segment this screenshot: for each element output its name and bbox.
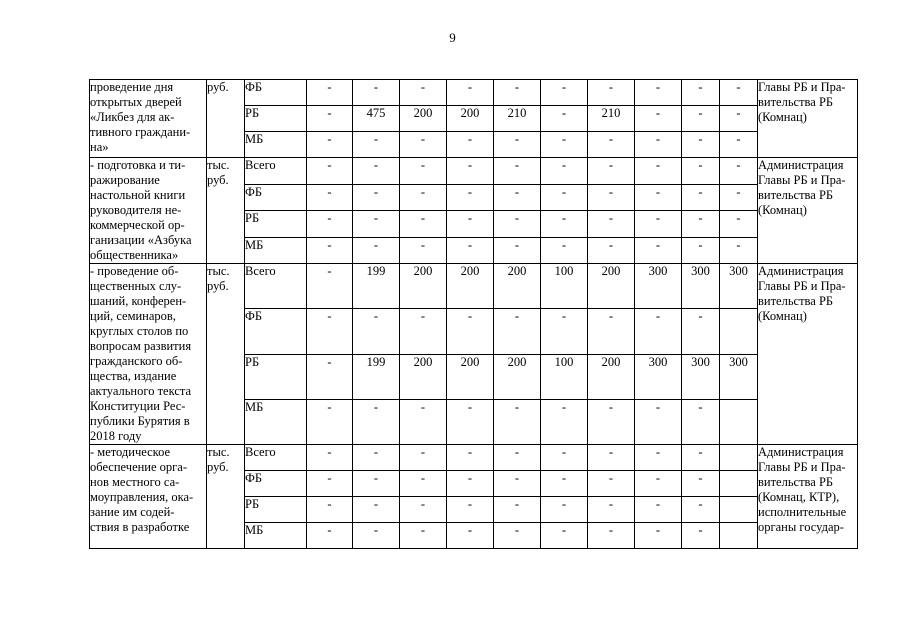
activity-line: ций, семинаров, — [90, 309, 176, 323]
value-cell: - — [494, 445, 541, 471]
value-cell: - — [588, 471, 635, 497]
value-cell: - — [720, 237, 758, 264]
activity-line: публики Бурятия в — [90, 414, 190, 428]
source-cell: МБ — [245, 523, 307, 549]
value-cell: 475 — [353, 106, 400, 132]
value-cell: - — [400, 309, 447, 354]
value-cell: - — [635, 184, 682, 211]
table-row — [90, 445, 858, 471]
value-cell: - — [307, 309, 353, 354]
activity-line: проведение дня — [90, 80, 174, 94]
value-cell: - — [353, 309, 400, 354]
value-cell: - — [541, 80, 588, 106]
page-number: 9 — [449, 30, 456, 45]
activity-cell — [90, 80, 207, 158]
value-cell: - — [307, 399, 353, 444]
value-cell: - — [588, 309, 635, 354]
value-cell — [720, 471, 758, 497]
source-cell: МБ — [245, 399, 307, 444]
value-cell — [720, 399, 758, 444]
responsible-line: Администрация — [758, 158, 844, 172]
activity-cell — [90, 264, 207, 445]
value-cell: - — [720, 158, 758, 185]
value-cell: - — [541, 184, 588, 211]
unit-line: руб. — [207, 80, 229, 94]
activity-line: тивного граждани- — [90, 125, 191, 139]
value-cell: 199 — [353, 354, 400, 399]
source-cell: Всего — [245, 158, 307, 185]
value-cell: - — [400, 399, 447, 444]
value-cell: - — [307, 237, 353, 264]
value-cell: - — [541, 399, 588, 444]
value-cell: - — [494, 309, 541, 354]
value-cell: - — [682, 497, 720, 523]
value-cell: - — [400, 211, 447, 238]
table-row — [90, 80, 858, 106]
value-cell: - — [307, 523, 353, 549]
value-cell — [720, 445, 758, 471]
responsible-cell — [758, 445, 858, 549]
value-cell: - — [353, 211, 400, 238]
value-cell: - — [494, 399, 541, 444]
value-cell: - — [353, 237, 400, 264]
unit-line: руб. — [207, 279, 229, 293]
value-cell: - — [307, 471, 353, 497]
value-cell: - — [635, 399, 682, 444]
responsible-line: Главы РБ и Пра- — [758, 460, 846, 474]
value-cell: - — [682, 80, 720, 106]
value-cell: - — [682, 158, 720, 185]
value-cell: - — [635, 445, 682, 471]
value-cell: - — [682, 445, 720, 471]
unit-line: тыс. — [207, 158, 230, 172]
value-cell: 200 — [447, 264, 494, 309]
activity-line: нов местного са- — [90, 475, 180, 489]
activity-line: - подготовка и ти- — [90, 158, 186, 172]
value-cell: - — [682, 399, 720, 444]
activity-line: моуправления, ока- — [90, 490, 194, 504]
value-cell: - — [588, 211, 635, 238]
value-cell: - — [635, 497, 682, 523]
value-cell: - — [307, 158, 353, 185]
value-cell: - — [720, 211, 758, 238]
activity-line: шаний, конферен- — [90, 294, 187, 308]
responsible-cell — [758, 264, 858, 445]
value-cell — [720, 309, 758, 354]
value-cell: - — [541, 471, 588, 497]
value-cell: 100 — [541, 354, 588, 399]
value-cell: - — [682, 106, 720, 132]
value-cell: - — [307, 211, 353, 238]
responsible-cell — [758, 80, 858, 158]
value-cell: - — [494, 158, 541, 185]
value-cell: - — [541, 211, 588, 238]
value-cell: 199 — [353, 264, 400, 309]
value-cell: - — [635, 471, 682, 497]
responsible-line: (Комнац) — [758, 110, 807, 124]
value-cell: - — [541, 497, 588, 523]
responsible-line: (Комнац, КТР), — [758, 490, 840, 504]
responsible-line: Главы РБ и Пра- — [758, 279, 846, 293]
value-cell: - — [588, 237, 635, 264]
activity-line: щественных слу- — [90, 279, 182, 293]
value-cell: - — [400, 471, 447, 497]
unit-line: тыс. — [207, 264, 230, 278]
value-cell: 300 — [720, 354, 758, 399]
value-cell: - — [635, 106, 682, 132]
value-cell: 300 — [682, 354, 720, 399]
source-cell: Всего — [245, 445, 307, 471]
value-cell: 200 — [494, 354, 541, 399]
value-cell: - — [541, 523, 588, 549]
unit-cell — [207, 80, 245, 158]
value-cell: - — [447, 80, 494, 106]
value-cell: - — [588, 399, 635, 444]
value-cell: - — [447, 158, 494, 185]
responsible-line: Администрация — [758, 264, 844, 278]
value-cell: - — [447, 399, 494, 444]
value-cell: - — [400, 80, 447, 106]
responsible-line: Главы РБ и Пра- — [758, 173, 846, 187]
value-cell: - — [588, 445, 635, 471]
responsible-line: вительства РБ — [758, 294, 834, 308]
table-body — [90, 80, 858, 549]
activity-line: коммерческой ор- — [90, 218, 185, 232]
unit-line: руб. — [207, 173, 229, 187]
activity-line: круглых столов по — [90, 324, 189, 338]
value-cell: - — [447, 184, 494, 211]
responsible-line: вительства РБ — [758, 95, 834, 109]
activity-line: настольной книги — [90, 188, 186, 202]
value-cell: - — [447, 132, 494, 158]
activity-line: ганизации «Азбука — [90, 233, 192, 247]
value-cell: - — [447, 471, 494, 497]
activity-line: Конституции Рес- — [90, 399, 186, 413]
activity-line: ствия в разработке — [90, 520, 190, 534]
value-cell: - — [635, 237, 682, 264]
activity-line: - проведение об- — [90, 264, 179, 278]
value-cell: - — [447, 445, 494, 471]
activity-line: вопросам развития — [90, 339, 192, 353]
value-cell: - — [682, 309, 720, 354]
value-cell: - — [307, 132, 353, 158]
value-cell: - — [494, 80, 541, 106]
value-cell: - — [541, 237, 588, 264]
value-cell: - — [353, 132, 400, 158]
value-cell: - — [541, 309, 588, 354]
value-cell: 200 — [447, 106, 494, 132]
source-cell: МБ — [245, 132, 307, 158]
source-cell: РБ — [245, 497, 307, 523]
activity-cell — [90, 445, 207, 549]
value-cell: - — [494, 523, 541, 549]
value-cell: 200 — [400, 354, 447, 399]
value-cell: - — [307, 80, 353, 106]
value-cell: 300 — [635, 264, 682, 309]
value-cell: 210 — [494, 106, 541, 132]
responsible-line: вительства РБ — [758, 188, 834, 202]
source-cell: РБ — [245, 354, 307, 399]
value-cell: - — [307, 445, 353, 471]
value-cell: - — [494, 237, 541, 264]
responsible-line: Главы РБ и Пра- — [758, 80, 846, 94]
value-cell: - — [353, 184, 400, 211]
value-cell: - — [682, 523, 720, 549]
value-cell: - — [588, 132, 635, 158]
value-cell: - — [720, 106, 758, 132]
activity-line: зание им содей- — [90, 505, 175, 519]
responsible-line: (Комнац) — [758, 203, 807, 217]
value-cell: - — [447, 211, 494, 238]
activity-line: «Ликбез для ак- — [90, 110, 175, 124]
value-cell: - — [400, 445, 447, 471]
value-cell: - — [494, 471, 541, 497]
value-cell: - — [635, 80, 682, 106]
value-cell: - — [353, 471, 400, 497]
unit-cell — [207, 445, 245, 549]
source-cell: МБ — [245, 237, 307, 264]
activity-line: актуального текста — [90, 384, 192, 398]
source-cell: ФБ — [245, 184, 307, 211]
value-cell: - — [307, 354, 353, 399]
value-cell: - — [307, 497, 353, 523]
activity-line: - методическое — [90, 445, 171, 459]
source-cell: Всего — [245, 264, 307, 309]
unit-line: руб. — [207, 460, 229, 474]
value-cell: 300 — [682, 264, 720, 309]
activity-line: открытых дверей — [90, 95, 182, 109]
value-cell: 300 — [635, 354, 682, 399]
value-cell: 300 — [720, 264, 758, 309]
value-cell: - — [400, 132, 447, 158]
value-cell: - — [447, 523, 494, 549]
source-cell: ФБ — [245, 309, 307, 354]
responsible-line: вительства РБ — [758, 475, 834, 489]
activity-line: щества, издание — [90, 369, 177, 383]
table-row — [90, 264, 858, 309]
unit-cell — [207, 264, 245, 445]
activity-line: гражданского об- — [90, 354, 183, 368]
value-cell: 200 — [588, 354, 635, 399]
source-cell: ФБ — [245, 471, 307, 497]
value-cell: - — [541, 158, 588, 185]
unit-cell — [207, 158, 245, 264]
activity-line: ражирование — [90, 173, 160, 187]
value-cell: 200 — [400, 264, 447, 309]
value-cell: - — [635, 523, 682, 549]
value-cell: - — [447, 497, 494, 523]
value-cell: - — [635, 158, 682, 185]
activity-cell — [90, 158, 207, 264]
value-cell: - — [541, 132, 588, 158]
activity-line: 2018 году — [90, 429, 142, 443]
value-cell: - — [400, 158, 447, 185]
value-cell: - — [307, 184, 353, 211]
value-cell: - — [353, 399, 400, 444]
value-cell: - — [494, 132, 541, 158]
value-cell: - — [447, 309, 494, 354]
value-cell: - — [307, 264, 353, 309]
value-cell: - — [588, 158, 635, 185]
value-cell: - — [400, 497, 447, 523]
responsible-line: Администрация — [758, 445, 844, 459]
value-cell: - — [635, 211, 682, 238]
responsible-line: органы государ- — [758, 520, 844, 534]
source-cell: РБ — [245, 211, 307, 238]
value-cell — [720, 523, 758, 549]
value-cell: - — [541, 106, 588, 132]
activity-line: обеспечение орга- — [90, 460, 188, 474]
value-cell: - — [353, 523, 400, 549]
value-cell: - — [400, 523, 447, 549]
value-cell: 200 — [494, 264, 541, 309]
value-cell: - — [353, 497, 400, 523]
value-cell: - — [588, 184, 635, 211]
value-cell: - — [353, 158, 400, 185]
value-cell: - — [635, 132, 682, 158]
value-cell: - — [400, 237, 447, 264]
value-cell: - — [353, 445, 400, 471]
value-cell: - — [541, 445, 588, 471]
value-cell: - — [588, 497, 635, 523]
value-cell: - — [588, 80, 635, 106]
responsible-line: (Комнац) — [758, 309, 807, 323]
responsible-line: исполнительные — [758, 505, 847, 519]
value-cell: 100 — [541, 264, 588, 309]
value-cell: - — [720, 80, 758, 106]
value-cell: - — [307, 106, 353, 132]
value-cell — [720, 497, 758, 523]
value-cell: - — [682, 471, 720, 497]
value-cell: - — [494, 211, 541, 238]
value-cell: - — [494, 184, 541, 211]
activity-line: руководителя не- — [90, 203, 182, 217]
value-cell: - — [353, 80, 400, 106]
unit-line: тыс. — [207, 445, 230, 459]
value-cell: - — [494, 497, 541, 523]
value-cell: 200 — [400, 106, 447, 132]
value-cell: - — [635, 309, 682, 354]
value-cell: 200 — [447, 354, 494, 399]
value-cell: - — [447, 237, 494, 264]
value-cell: - — [682, 132, 720, 158]
responsible-cell — [758, 158, 858, 264]
source-cell: ФБ — [245, 80, 307, 106]
value-cell: - — [400, 184, 447, 211]
value-cell: 210 — [588, 106, 635, 132]
value-cell: - — [720, 132, 758, 158]
source-cell: РБ — [245, 106, 307, 132]
budget-table — [89, 79, 858, 549]
table-row — [90, 158, 858, 185]
activity-line: общественника» — [90, 248, 179, 262]
value-cell: - — [720, 184, 758, 211]
value-cell: - — [682, 237, 720, 264]
value-cell: - — [682, 184, 720, 211]
activity-line: на» — [90, 140, 109, 154]
value-cell: - — [588, 523, 635, 549]
value-cell: 200 — [588, 264, 635, 309]
value-cell: - — [682, 211, 720, 238]
